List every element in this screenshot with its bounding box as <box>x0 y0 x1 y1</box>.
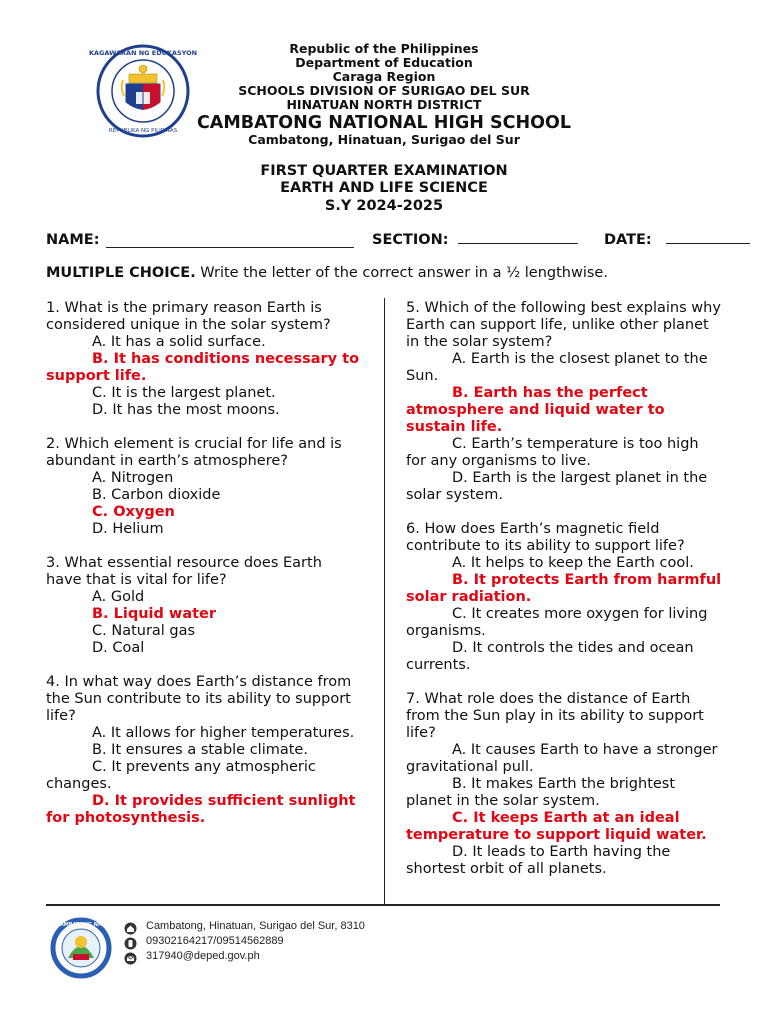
question-7 <box>406 691 722 878</box>
question-stem: 6. How does Earth’s magnetic field contribute to its ability to support life? <box>406 521 685 554</box>
header-division: SCHOOLS DIVISION OF SURIGAO DEL SUR <box>238 83 530 98</box>
instructions <box>46 265 608 281</box>
option-d: D. Helium <box>92 521 164 537</box>
option-c: C. It creates more oxygen for living organisms. <box>406 606 708 639</box>
email-icon <box>124 950 137 963</box>
option-b-correct: B. Liquid water <box>92 606 217 622</box>
option-b-correct: B. It has conditions necessary to support life. <box>46 351 360 384</box>
option-d: D. It has the most moons. <box>92 402 280 418</box>
footer-email[interactable]: 317940@deped.gov.ph <box>146 950 260 962</box>
option-b-correct: B. Earth has the perfect atmosphere and liquid water to sustain life. <box>406 385 665 435</box>
question-stem: 5. Which of the following best explains why Earth can support life, unlike other planet in the solar system? <box>406 300 721 350</box>
section-field-line[interactable] <box>458 243 578 244</box>
questions-left-column <box>46 300 362 844</box>
header-department: Department of Education <box>295 55 473 70</box>
svg-text:REPUBLIKA NG PILIPINAS: REPUBLIKA NG PILIPINAS <box>108 128 178 134</box>
question-4 <box>46 674 362 827</box>
footer-divider <box>46 904 720 906</box>
exam-subject: EARTH AND LIFE SCIENCE <box>280 180 488 196</box>
exam-school-year: S.Y 2024-2025 <box>324 198 444 214</box>
instructions-text: Write the letter of the correct answer in a ½ lengthwise. <box>195 265 608 281</box>
footer-phone: 09302164217/09514562889 <box>146 935 284 947</box>
option-c: C. Earth’s temperature is too high for any organisms to live. <box>406 436 699 469</box>
column-divider <box>384 298 385 904</box>
question-stem: 4. In what way does Earth’s distance from the Sun contribute to its ability to support life? <box>46 674 352 724</box>
option-d: D. Earth is the largest planet in the solar system. <box>406 470 708 503</box>
footer-address: Cambatong, Hinatuan, Surigao del Sur, 8310 <box>146 920 365 932</box>
date-label: DATE: <box>604 232 652 248</box>
question-stem: 3. What essential resource does Earth have that is vital for life? <box>46 555 322 588</box>
option-c: C. It prevents any atmospheric changes. <box>46 759 316 792</box>
question-5 <box>406 300 722 504</box>
school-address: Cambatong, Hinatuan, Surigao del Sur <box>248 132 520 147</box>
option-a: A. It helps to keep the Earth cool. <box>452 555 694 571</box>
questions-right-column <box>406 300 722 895</box>
question-stem: 2. Which element is crucial for life and is abundant in earth’s atmosphere? <box>46 436 342 469</box>
option-c: C. Natural gas <box>92 623 196 639</box>
header-district: HINATUAN NORTH DISTRICT <box>286 97 482 112</box>
option-c: C. It is the largest planet. <box>92 385 276 401</box>
school-logo <box>46 918 116 978</box>
question-1 <box>46 300 362 419</box>
option-b: B. It ensures a stable climate. <box>92 742 308 758</box>
question-stem: 1. What is the primary reason Earth is considered unique in the solar system? <box>46 300 331 333</box>
exam-title: FIRST QUARTER EXAMINATION <box>260 163 508 179</box>
home-icon <box>124 920 137 933</box>
option-d: D. It leads to Earth having the shortest orbit of all planets. <box>406 844 671 877</box>
school-name: CAMBATONG NATIONAL HIGH SCHOOL <box>196 113 572 133</box>
svg-text:CAMBATONG NHS: CAMBATONG NHS <box>56 922 106 928</box>
option-d: D. It controls the tides and ocean currents. <box>406 640 694 673</box>
section-label: SECTION: <box>372 232 449 248</box>
option-a: A. It has a solid surface. <box>92 334 266 350</box>
svg-text:KAGAWARAN NG EDUKASYON: KAGAWARAN NG EDUKASYON <box>88 49 198 57</box>
question-stem: 7. What role does the distance of Earth from the Sun play in its ability to support life? <box>406 691 704 741</box>
option-c-correct: C. Oxygen <box>92 504 175 520</box>
option-a: A. It causes Earth to have a stronger gravitational pull. <box>406 742 718 775</box>
option-a: A. It allows for higher temperatures. <box>92 725 355 741</box>
option-b: B. It makes Earth the brightest planet in the solar system. <box>406 776 676 809</box>
student-info-row <box>46 232 756 252</box>
option-d-correct: D. It provides sufficient sunlight for photosynthesis. <box>46 793 356 826</box>
question-2 <box>46 436 362 538</box>
option-c-correct: C. It keeps Earth at an ideal temperature to support liquid water. <box>406 810 707 843</box>
date-field-line[interactable] <box>666 243 750 244</box>
option-a: A. Gold <box>92 589 145 605</box>
name-field-line[interactable] <box>106 247 354 248</box>
header-region: Caraga Region <box>332 69 436 84</box>
phone-icon <box>124 935 137 948</box>
instructions-heading: MULTIPLE CHOICE. <box>46 265 196 281</box>
option-a: A. Earth is the closest planet to the Sun. <box>406 351 708 384</box>
question-3 <box>46 555 362 657</box>
name-label: NAME: <box>46 232 100 248</box>
option-a: A. Nitrogen <box>92 470 174 486</box>
header-republic: Republic of the Philippines <box>289 41 479 56</box>
option-b: B. Carbon dioxide <box>92 487 221 503</box>
question-6 <box>406 521 722 674</box>
option-b-correct: B. It protects Earth from harmful solar radiation. <box>406 572 722 605</box>
option-d: D. Coal <box>92 640 145 656</box>
